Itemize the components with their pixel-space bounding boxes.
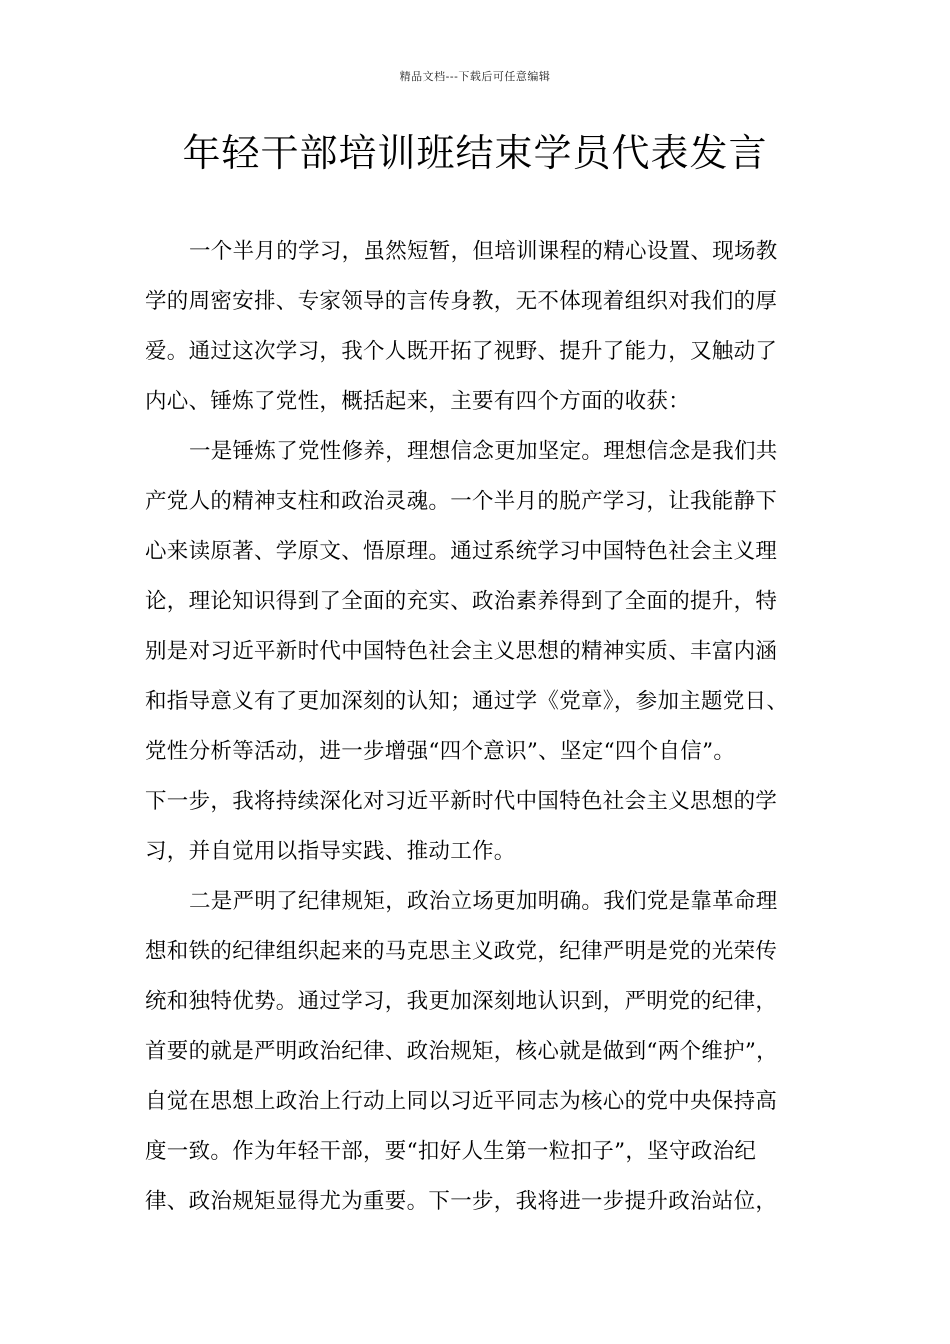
body-line: 产党人的精神支柱和政治灵魂。一个半月的脱产学习，让我能静下: [145, 489, 778, 514]
body-line: 论，理论知识得到了全面的充实、政治素养得到了全面的提升，特: [145, 589, 778, 614]
document-title: 年轻干部培训班结束学员代表发言: [182, 131, 768, 175]
body-line: 统和独特优势。通过学习，我更加深刻地认识到，严明党的纪律，: [145, 989, 778, 1014]
body-line: 想和铁的纪律组织起来的马克思主义政党，纪律严明是党的光荣传: [145, 939, 778, 964]
body-line: 一个半月的学习，虽然短暂，但培训课程的精心设置、现场教: [189, 239, 778, 264]
body-line: 心来读原著、学原文、悟原理。通过系统学习中国特色社会主义理: [145, 539, 778, 564]
body-line: 别是对习近平新时代中国特色社会主义思想的精神实质、丰富内涵: [145, 639, 778, 664]
body-line: 一是锤炼了党性修养，理想信念更加坚定。理想信念是我们共: [189, 439, 778, 464]
body-line: 习，并自觉用以指导实践、推动工作。: [145, 839, 516, 864]
body-line: 内心、锤炼了党性，概括起来，主要有四个方面的收获：: [145, 389, 691, 414]
body-line: 和指导意义有了更加深刻的认知；通过学《党章》，参加主题党日、: [145, 689, 789, 714]
body-line: 律、政治规矩显得尤为重要。下一步，我将进一步提升政治站位，: [145, 1189, 778, 1214]
body-line: 首要的就是严明政治纪律、政治规矩，核心就是做到“两个维护”，: [145, 1039, 778, 1064]
body-line: 党性分析等活动，进一步增强“四个意识”、坚定“四个自信”。: [145, 739, 736, 764]
document-body: [145, 227, 810, 1227]
body-line: 学的周密安排、专家领导的言传身教，无不体现着组织对我们的厚: [145, 289, 778, 314]
body-line: 自觉在思想上政治上行动上同以习近平同志为核心的党中央保持高: [145, 1089, 778, 1114]
header-note: 精品文档---下载后可任意编辑: [399, 70, 551, 83]
body-line: 二是严明了纪律规矩，政治立场更加明确。我们党是靠革命理: [189, 889, 778, 914]
body-line: 爱。通过这次学习，我个人既开拓了视野、提升了能力，又触动了: [145, 339, 778, 364]
body-line: 度一致。作为年轻干部，要“扣好人生第一粒扣子”，坚守政治纪: [145, 1139, 757, 1164]
body-line: 下一步，我将持续深化对习近平新时代中国特色社会主义思想的学: [145, 789, 778, 814]
